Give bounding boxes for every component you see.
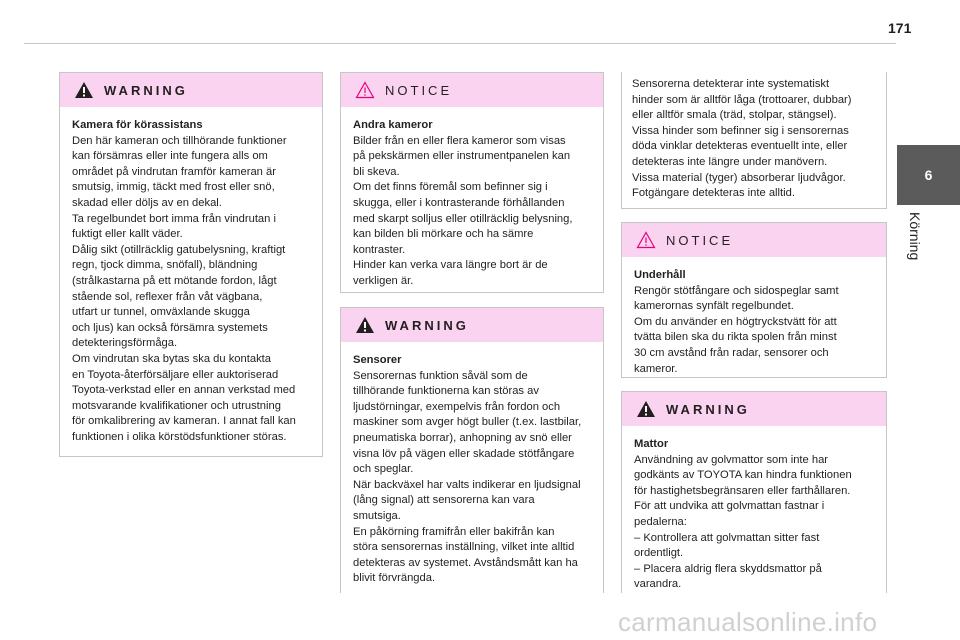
text-line: (strålkastarna på ett mötande fordon, lågt [72,274,277,287]
box-text [72,134,312,446]
text-line: Hinder kan verka vara längre bort är de [353,259,548,272]
text-line: eller alltför smala (träd, stolpar, stängsel). [632,109,837,122]
text-line: smutsig, immig, täckt med frost eller snö, [72,181,275,194]
text-line: ljudstörningar, exempelvis från fordon och [353,400,561,413]
text-line: detekteras av systemet. Avståndsmått kan ha [353,556,578,569]
warning-triangle-icon [74,81,94,99]
text-line: och speglar. [353,463,414,476]
text-line: för omkalibrering av kameran. I annat fall kan [72,415,296,428]
warning-box-sensors [340,307,604,593]
text-line: pneumatiska borrar), anhopning av snö eller [353,431,572,444]
warning-triangle-icon [636,400,656,418]
text-line: Om vindrutan ska bytas ska du kontakta [72,352,271,365]
text-line: kontraster. [353,243,406,256]
text-line: Vissa hinder som befinner sig i sensorernas [632,124,849,137]
text-line: godkänts av TOYOTA kan hindra funktionen [634,469,852,482]
text-line: Om du använder en högtryckstvätt för att [634,315,837,328]
text-line: kameror. [634,362,678,375]
box-text [353,134,593,290]
text-line: för hastighetsbegränsaren eller farthållaren. [634,484,851,497]
continuation-text [621,72,887,209]
text-line: hinder som är alltför låga (trottoarer, dubbar) [632,93,852,106]
text-line: tillhörande funktionerna kan störas av [353,385,539,398]
notice-triangle-icon [355,81,375,99]
text-line: på pekskärmen eller instrumentpanelen kan [353,150,571,163]
text-line: stående sol, reflexer från våt vägbana, [72,290,263,303]
warning-label: WARNING [385,317,469,333]
text-line: Sensorernas funktion såväl som de [353,369,528,382]
text-line: Fotgängare detekteras inte alltid. [632,187,795,200]
warning-triangle-icon [355,316,375,334]
text-line: (lång signal) att sensorerna kan vara [353,494,535,507]
text-line: Den här kameran och tillhörande funktioner [72,134,287,147]
text-line: kan bilden bli mörkare och ha sämre [353,228,534,241]
text-line: Bilder från en eller flera kameror som visas [353,134,566,147]
text-line: visna löv på vägen eller skadade stötfångare [353,447,575,460]
box-title: Kamera för körassistans [72,119,203,131]
text-line: En påkörning framifrån eller bakifrån kan [353,525,555,538]
text-line: Ta regelbundet bort imma från vindrutan i [72,212,276,225]
header-rule [24,43,896,44]
text-line: kan försämras eller inte fungera alls om [72,150,268,163]
text-line: ordentligt. [634,547,684,560]
text-line: döda vinklar detekteras eventuellt inte, eller [632,140,848,153]
text-line: Om det finns föremål som befinner sig i [353,181,548,194]
watermark: carmanualsonline.info [618,607,878,637]
warning-box-camera [59,72,323,457]
text-line: – Kontrollera att golvmattan sitter fast [634,531,820,544]
text-line: skadad eller döljs av en dekal. [72,196,222,209]
box-title: Andra kameror [353,119,433,131]
text-line: blivit förvrängda. [353,572,436,585]
text-line: detekteringsförmåga. [72,337,178,350]
box-text [634,284,876,378]
text-line: Dålig sikt (otillräcklig gatubelysning, kraftigt [72,243,286,256]
box-title: Underhåll [634,269,686,281]
text-line: När backväxel har valts indikerar en ljudsignal [353,478,581,491]
warning-header [622,392,886,426]
text-line: bli skeva. [353,165,400,178]
notice-box-cameras [340,72,604,293]
notice-header [622,223,886,257]
text-line: tvätta bilen ska du rikta spolen från minst [634,331,837,344]
text-line: Toyota-verkstad eller en annan verkstad med [72,384,296,397]
notice-triangle-icon [636,231,656,249]
text-line: Användning av golvmattor som inte har [634,453,829,466]
text-line: Sensorerna detekterar inte systematiskt [632,78,830,90]
text-line: kamerornas synfält regelbundet. [634,300,794,313]
text-line: störa sensorernas inställning, vilket inte alltid [353,541,575,554]
text-line: och ljus) kan också försämra systemets [72,321,268,334]
warning-header [60,73,322,107]
chapter-title: Körning [907,212,923,261]
text-line: med skarpt solljus eller otillräcklig belysning, [353,212,573,225]
text-line: – Placera aldrig flera skyddsmattor på [634,562,822,575]
chapter-tab[interactable]: 6 [897,145,960,205]
warning-header [341,308,603,342]
text-line: funktionen i olika körstödsfunktioner störas. [72,430,287,443]
text-line: maskiner som avger högt buller (t.ex. lastbilar, [353,416,582,429]
warning-label: WARNING [104,82,188,98]
text-line: varandra. [634,578,682,591]
text-line: området på vindrutan framför kameran är [72,165,276,178]
text-line: detekteras inte längre under manövern. [632,155,828,168]
box-text [634,453,876,593]
text-line: pedalerna: [634,515,687,528]
text-line: verkligen är. [353,274,414,287]
box-text [353,369,593,587]
text-line: Rengör stötfångare och sidospeglar samt [634,284,839,297]
text-line: smutsiga. [353,509,401,522]
box-title: Mattor [634,438,669,450]
continuation-lines [632,77,886,202]
warning-label: WARNING [666,401,750,417]
text-line: utfart ur tunnel, omväxlande skugga [72,306,250,319]
notice-label: NOTICE [385,82,453,98]
text-line: motsvarande kvalifikationer och utrustning [72,399,281,412]
text-line: fuktigt eller kallt väder. [72,228,183,241]
text-line: regn, tjock dimma, snöfall), bländning [72,259,258,272]
page-number: 171 [888,20,912,36]
text-line: 30 cm avstånd från radar, sensorer och [634,346,829,359]
text-line: Vissa material (tyger) absorberar ljudvågor. [632,171,846,184]
notice-box-maintenance [621,222,887,378]
box-title: Sensorer [353,354,402,366]
notice-header [341,73,603,107]
notice-label: NOTICE [666,232,734,248]
text-line: en Toyota-återförsäljare eller auktoriserad [72,368,279,381]
text-line: För att undvika att golvmattan fastnar i [634,500,825,513]
text-line: skugga, eller i kontrasterande förhållanden [353,196,565,209]
warning-box-mats [621,391,887,593]
